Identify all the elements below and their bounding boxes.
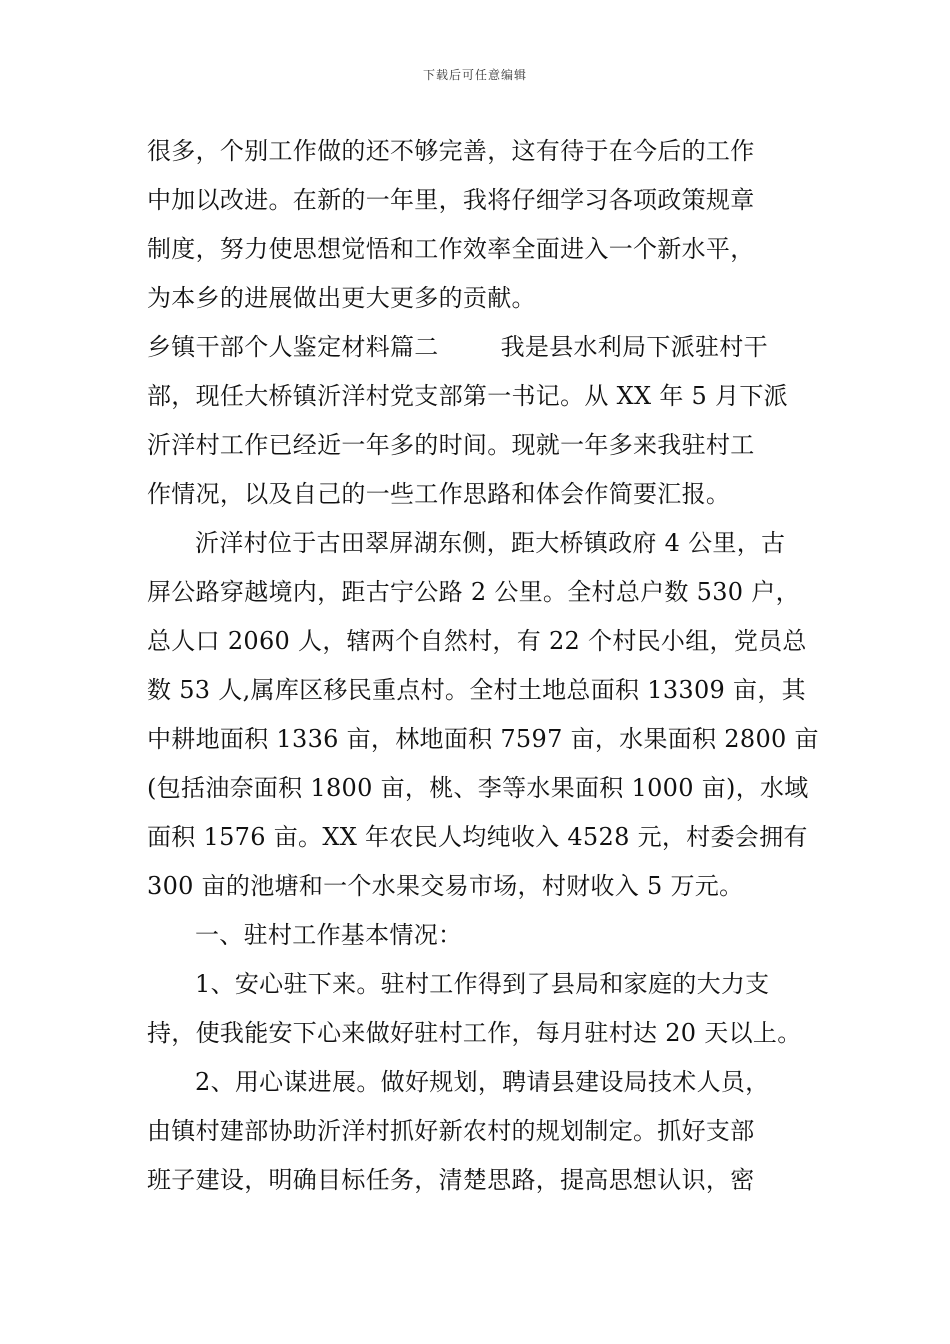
document-body (147, 127, 819, 1205)
text-line: 部，现任大桥镇沂洋村党支部第一书记。从 XX 年 5 月下派 (147, 382, 788, 410)
text-line: 沂洋村位于古田翠屏湖东侧，距大桥镇政府 4 公里，古 (195, 529, 786, 557)
text-line: 由镇村建部协助沂洋村抓好新农村的规划制定。抓好支部 (147, 1117, 755, 1145)
text-line: 制度，努力使思想觉悟和工作效率全面进入一个新水平， (147, 235, 755, 263)
text-line: 班子建设，明确目标任务，清楚思路，提高思想认识，密 (147, 1166, 755, 1194)
text-line: 沂洋村工作已经近一年多的时间。现就一年多来我驻村工 (147, 431, 755, 459)
text-line: 为本乡的进展做出更大更多的贡献。 (147, 284, 536, 312)
section-first-text: 我是县水利局下派驻村干 (500, 333, 768, 361)
text-line: 数 53 人,属库区移民重点村。全村土地总面积 13309 亩，其 (147, 676, 806, 704)
text-line: 中加以改进。在新的一年里，我将仔细学习各项政策规章 (147, 186, 755, 214)
text-line: 很多，个别工作做的还不够完善，这有待于在今后的工作 (147, 137, 755, 165)
page-header: 下载后可任意编辑 (422, 68, 527, 82)
section-title-line (147, 323, 807, 372)
text-line: 持，使我能安下心来做好驻村工作，每月驻村达 20 天以上。 (147, 1019, 802, 1047)
text-line: 300 亩的池塘和一个水果交易市场，村财收入 5 万元。 (147, 872, 744, 900)
text-line: 屏公路穿越境内，距古宁公路 2 公里。全村总户数 530 户， (147, 578, 800, 606)
subsection-heading: 一、驻村工作基本情况： (195, 921, 463, 949)
text-line: 总人口 2060 人，辖两个自然村，有 22 个村民小组，党员总 (147, 627, 807, 655)
text-line: 中耕地面积 1336 亩，林地面积 7597 亩，水果面积 2800 亩 (147, 725, 819, 753)
text-line: 2、用心谋进展。做好规划，聘请县建设局技术人员， (195, 1068, 770, 1096)
section-title: 乡镇干部个人鉴定材料篇二 (147, 333, 439, 361)
text-line: (包括油奈面积 1800 亩，桃、李等水果面积 1000 亩)，水域 (147, 774, 809, 802)
text-line: 面积 1576 亩。XX 年农民人均纯收入 4528 元，村委会拥有 (147, 823, 808, 851)
text-line: 1、安心驻下来。驻村工作得到了县局和家庭的大力支 (195, 970, 770, 998)
text-line: 作情况，以及自己的一些工作思路和体会作简要汇报。 (147, 480, 731, 508)
